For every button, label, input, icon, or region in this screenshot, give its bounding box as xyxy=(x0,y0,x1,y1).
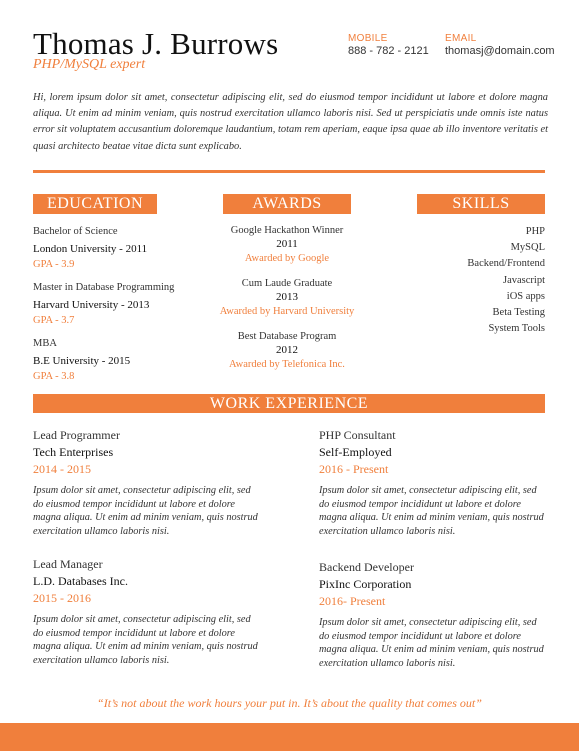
job-title: PHP Consultant xyxy=(319,428,396,442)
skill-item: MySQL xyxy=(510,242,545,254)
company: Self-Employed xyxy=(319,445,392,459)
school: B.E University - 2015 xyxy=(33,355,131,367)
skill-item: Beta Testing xyxy=(492,307,545,319)
email-value[interactable]: thomasj@domain.com xyxy=(445,45,555,57)
job-dates: 2016 - Present xyxy=(319,462,389,476)
company: L.D. Databases Inc. xyxy=(33,574,128,588)
work-experience-heading: WORK EXPERIENCE xyxy=(33,394,545,413)
award-title: Best Database Program xyxy=(237,331,337,342)
gpa: GPA - 3.9 xyxy=(33,259,75,270)
email-label: EMAIL xyxy=(445,33,477,44)
education-entry xyxy=(33,337,203,384)
award-title: Cum Laude Graduate xyxy=(241,278,333,289)
education-entry xyxy=(33,225,203,272)
award-year: 2012 xyxy=(276,344,298,356)
job-description: Ipsum dolor sit amet, consectetur adipiscing elit, sed do eiusmod tempor incididunt ut labore et dolore magna aliqua. Ut enim ad minim veniam, quis nostrud exercitation ullamco laboris nisi. xyxy=(319,485,544,537)
gpa: GPA - 3.7 xyxy=(33,315,75,326)
award-year: 2011 xyxy=(276,238,298,250)
award-entry xyxy=(210,330,364,372)
job-description: Ipsum dolor sit amet, consectetur adipiscing elit, sed do eiusmod tempor incididunt ut labore et dolore magna aliqua. Ut enim ad minim veniam, quis nostrud exercitation ullamco laboris nisi. xyxy=(319,617,544,669)
job-description: Ipsum dolor sit amet, consectetur adipiscing elit, sed do eiusmod tempor incididunt ut labore et dolore magna aliqua. Ut enim ad minim veniam, quis nostrud exercitation ullamco laboris nisi. xyxy=(33,614,258,666)
gpa: GPA - 3.8 xyxy=(33,371,75,382)
skill-item: iOS apps xyxy=(506,290,545,302)
skill-item: System Tools xyxy=(488,323,545,335)
award-year: 2013 xyxy=(276,291,298,303)
mobile-value: 888 - 782 - 2121 xyxy=(348,45,429,57)
award-entry xyxy=(210,277,364,319)
job-description: Ipsum dolor sit amet, consectetur adipiscing elit, sed do eiusmod tempor incididunt ut labore et dolore magna aliqua. Ut enim ad minim veniam, quis nostrud exercitation ullamco laboris nisi. xyxy=(33,485,258,537)
awards-list xyxy=(210,224,364,383)
work-entry xyxy=(33,556,263,667)
award-title: Google Hackathon Winner xyxy=(230,225,344,236)
degree: Bachelor of Science xyxy=(33,226,118,237)
company: Tech Enterprises xyxy=(33,445,114,459)
resume-role: PHP/MySQL expert xyxy=(33,57,146,72)
education-heading: EDUCATION xyxy=(33,194,157,214)
skill-item: Javascript xyxy=(503,274,545,286)
footer-quote: “It’s not about the work hours your put in. It’s about the quality that comes out” xyxy=(97,696,482,710)
job-dates: 2016- Present xyxy=(319,594,386,608)
footer-bar xyxy=(0,723,579,751)
job-dates: 2015 - 2016 xyxy=(33,591,91,605)
awards-heading: AWARDS xyxy=(223,194,351,214)
skills-list xyxy=(400,224,545,337)
education-list xyxy=(33,225,203,393)
degree: Master in Database Programming xyxy=(33,282,175,293)
job-dates: 2014 - 2015 xyxy=(33,462,91,476)
company: PixInc Corporation xyxy=(319,577,412,591)
job-title: Backend Developer xyxy=(319,560,414,574)
resume-name: Thomas J. Burrows xyxy=(33,26,279,61)
award-by: Awarded by Harvard University xyxy=(219,306,355,317)
school: London University - 2011 xyxy=(33,243,148,255)
award-by: Awarded by Google xyxy=(244,253,330,264)
award-entry xyxy=(210,224,364,266)
education-entry xyxy=(33,281,203,328)
work-entry xyxy=(33,427,263,538)
work-entry xyxy=(319,559,549,670)
intro-paragraph: Hi, lorem ipsum dolor sit amet, consectetur adipiscing elit, sed do eiusmod tempor incididunt ut labore et dolore magna aliqua. Ut enim ad minim veniam, quis nostrud exercitation ullamco laboris nisi. Sed ut perspiciatis unde omnis iste natus error sit voluptatem accusantium doloremque laudantium, totam rem aperiam, eaque ipsa quae ab illo inventore veritatis et quasi architecto beatae vitae dicta sunt explicabo. xyxy=(33,92,548,152)
skills-heading: SKILLS xyxy=(417,194,545,214)
work-entry xyxy=(319,427,549,538)
mobile-label: MOBILE xyxy=(348,33,388,44)
skill-item: PHP xyxy=(525,226,545,237)
header-divider xyxy=(33,170,545,173)
job-title: Lead Manager xyxy=(33,557,103,571)
job-title: Lead Programmer xyxy=(33,428,120,442)
degree: MBA xyxy=(33,338,57,349)
award-by: Awarded by Telefonica Inc. xyxy=(229,359,345,370)
skill-item: Backend/Frontend xyxy=(467,258,545,270)
school: Harvard University - 2013 xyxy=(33,299,150,311)
